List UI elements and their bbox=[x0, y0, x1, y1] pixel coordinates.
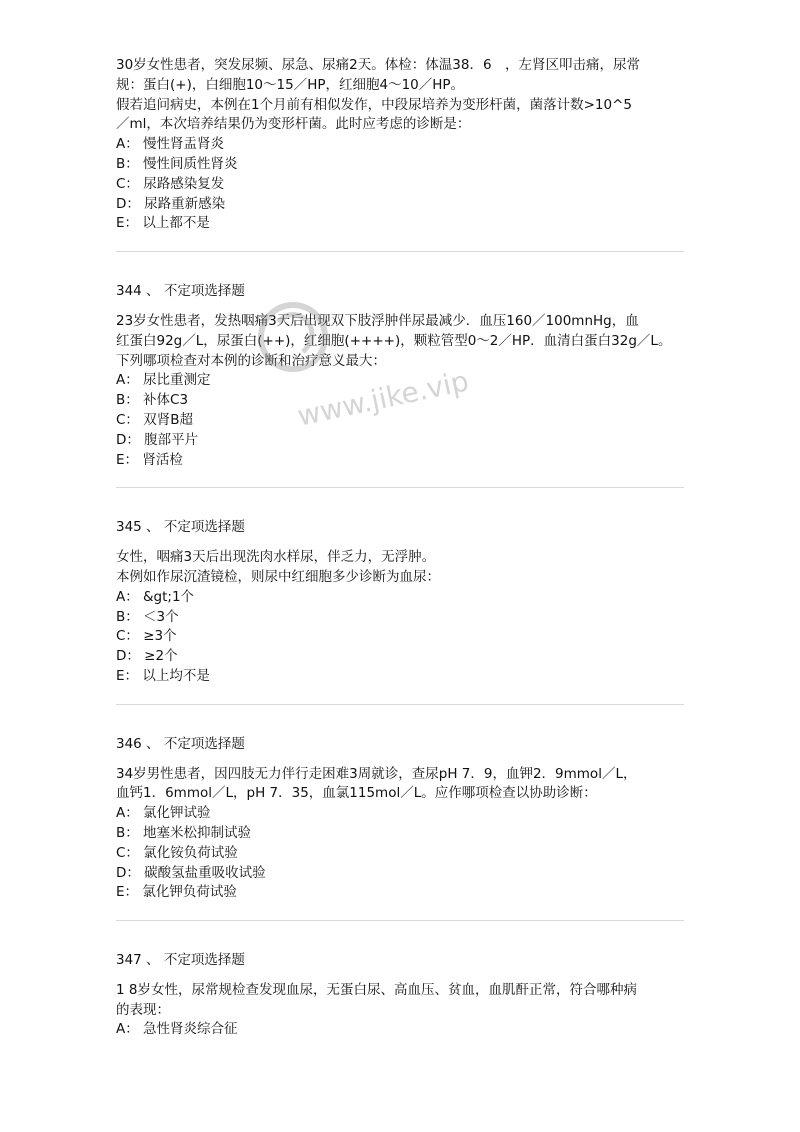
option-b: B： ＜3个 bbox=[116, 608, 179, 625]
stem-line: 23岁女性患者，发热咽痛3天后出现双下肢浮肿伴尿最减少．血压160／100mnHg，血 bbox=[116, 312, 639, 329]
question-title: 345 、 不定项选择题 bbox=[116, 519, 245, 536]
option-d: D： 碳酸氢盐重吸收试验 bbox=[116, 864, 266, 881]
question-block bbox=[116, 951, 686, 1040]
option-c: C： 氯化铵负荷试验 bbox=[116, 844, 238, 861]
stem-line: ／ml，本次培养结果仍为变形杆菌。此时应考虑的诊断是： bbox=[116, 116, 471, 133]
question-title: 346 、 不定项选择题 bbox=[116, 735, 245, 752]
option-c: C： 双肾B超 bbox=[116, 411, 193, 428]
option-d: D： 腹部平片 bbox=[116, 431, 199, 448]
stem-line: 1 8岁女性，尿常规检查发现血尿，无蛋白尿、高血压、贫血，血肌酐正常，符合哪种病 bbox=[116, 981, 637, 998]
option-c: C： ≥3个 bbox=[116, 628, 177, 645]
question-block bbox=[116, 56, 686, 234]
question-list bbox=[116, 56, 686, 1040]
option-a: A： 急性肾炎综合征 bbox=[116, 1021, 238, 1038]
question-stem bbox=[116, 981, 686, 1021]
question-title: 347 、 不定项选择题 bbox=[116, 952, 245, 969]
option-a: A： 氯化钾试验 bbox=[116, 805, 211, 822]
divider bbox=[116, 920, 684, 921]
option-b: B： 慢性间质性肾炎 bbox=[116, 155, 238, 172]
option-e: E： 以上都不是 bbox=[116, 215, 210, 232]
question-stem bbox=[116, 765, 686, 805]
question-stem bbox=[116, 548, 686, 588]
option-a: A： 尿比重测定 bbox=[116, 372, 211, 389]
stem-line: 红蛋白92g／L，尿蛋白(++)，红细胞(++++)，颗粒管型0～2／HP．血清白蛋白32g／L。 bbox=[116, 332, 672, 349]
stem-line: 30岁女性患者，突发尿频、尿急、尿痛2天。体检：体温38．6 ，左肾区叩击痛，尿常 bbox=[116, 57, 641, 73]
option-a: A： &gt;1个 bbox=[116, 588, 195, 605]
question-stem bbox=[116, 56, 686, 135]
option-e: E： 氯化钾负荷试验 bbox=[116, 884, 237, 901]
stem-line: 血钙1．6mmol／L，pH 7．35，血氯115mol／L。应作哪项检查以协助诊断： bbox=[116, 785, 597, 802]
stem-line: 下列哪项检查对本例的诊断和治疗意义最大： bbox=[116, 352, 386, 369]
stem-line: 规：蛋白(+)，白细胞10～15／HP，红细胞4～10／HP。 bbox=[116, 76, 465, 93]
option-b: B： 地塞米松抑制试验 bbox=[116, 824, 252, 841]
question-block bbox=[116, 282, 686, 470]
option-d: D： 尿路重新感染 bbox=[116, 195, 226, 212]
stem-line: 34岁男性患者，因四肢无力伴行走困难3周就诊，查尿pH 7．9，血钾2．9mmol／L， bbox=[116, 765, 637, 782]
divider bbox=[116, 251, 684, 252]
option-e: E： 肾活检 bbox=[116, 451, 183, 468]
stem-line: 的表现： bbox=[116, 1001, 170, 1018]
stem-line: 假若追问病史，本例在1个月前有相似发作，中段尿培养为变形杆菌，菌落计数>10^5 bbox=[116, 96, 632, 113]
option-e: E： 以上均不是 bbox=[116, 667, 210, 684]
option-d: D： ≥2个 bbox=[116, 648, 178, 665]
question-block bbox=[116, 735, 686, 903]
stem-line: 本例如作尿沉渣镜检，则尿中红细胞多少诊断为血尿： bbox=[116, 568, 440, 585]
question-stem bbox=[116, 312, 686, 371]
question-block bbox=[116, 518, 686, 686]
divider bbox=[116, 487, 684, 488]
option-b: B： 补体C3 bbox=[116, 392, 189, 409]
stem-line: 女性，咽痛3天后出现洗肉水样尿，伴乏力，无浮肿。 bbox=[116, 549, 436, 566]
watermark-text: www.jike.vip bbox=[294, 364, 472, 433]
option-a: A： 慢性肾盂肾炎 bbox=[116, 136, 225, 153]
question-title: 344 、 不定项选择题 bbox=[116, 283, 245, 300]
divider bbox=[116, 704, 684, 705]
option-c: C： 尿路感染复发 bbox=[116, 175, 225, 192]
